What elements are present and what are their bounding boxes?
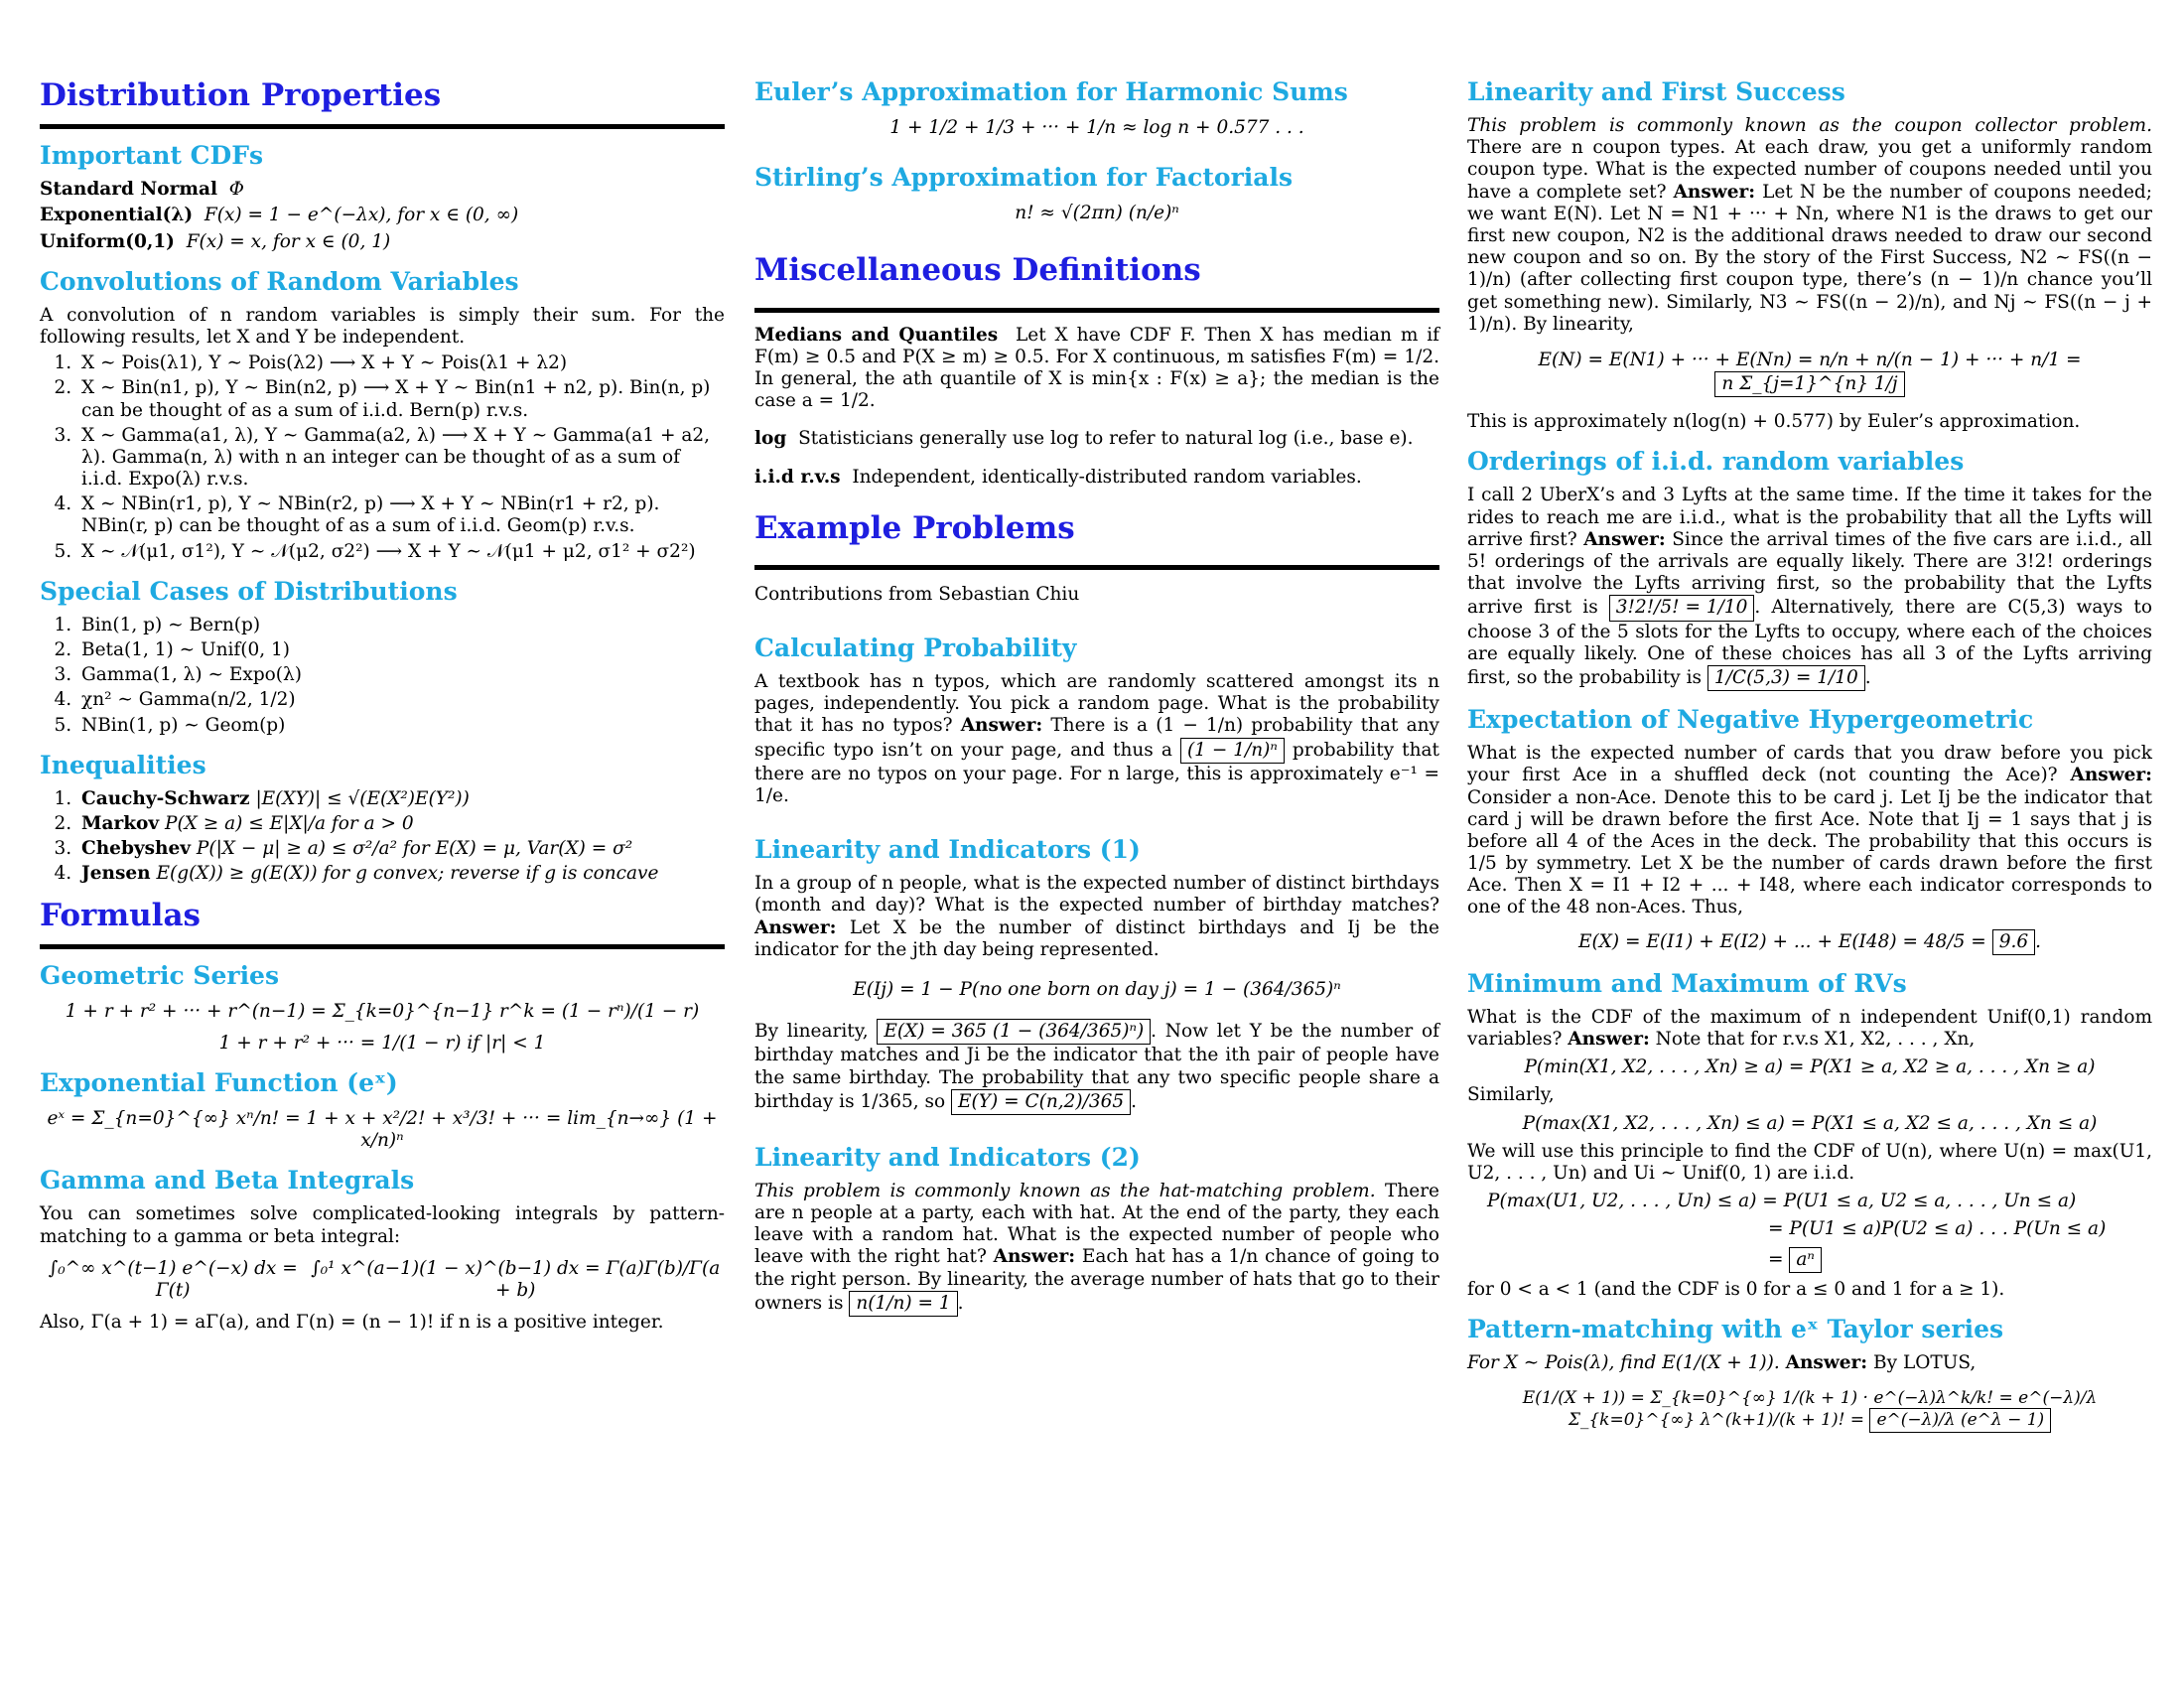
spacer [754, 416, 1439, 424]
mm-similarly: Similarly, [1467, 1084, 1555, 1106]
mm-equation: P(min(X1, X2, . . . , Xn) ≥ a) = P(X1 ≥ a, X2 ≥ a, . . . , Xn ≥ a) [1524, 1056, 2096, 1078]
nh-question: What is the expected number of cards that you draw before you pick your first Ace in a shuffled deck (not counting the Ace)? [1467, 743, 2152, 786]
spacer [754, 455, 1439, 463]
heading-negative-hypergeometric: Expectation of Negative Hypergeometric [1467, 705, 2034, 735]
column-3 [1467, 77, 2152, 1447]
mm-paragraph [1467, 1007, 2152, 1051]
geometric-equation: 1 + r + r² + ··· = 1/(1 − r) if |r| < 1 [218, 1032, 546, 1054]
inequality-text: E(g(X)) ≥ g(E(X)) for g convex; reverse if g is concave [156, 863, 659, 885]
list-item: 5. NBin(1, p) ∼ Geom(p) [77, 715, 725, 737]
section-example-problems: Example Problems [754, 509, 1075, 546]
spacer [754, 234, 1439, 252]
heading-important-cdfs: Important CDFs [40, 141, 264, 171]
list-item: 5. X ∼ 𝒩(μ1, σ1²), Y ∼ 𝒩(μ2, σ2²) ⟶ X + Y ∼ 𝒩(μ1 + μ2, σ1² + σ2²) [77, 541, 725, 563]
mm-equation: P(max(U1, U2, . . . , Un) ≤ a) = P(U1 ≤ a, U2 ≤ a, . . . , Un ≤ a) [1487, 1191, 2077, 1212]
geometric-equation: 1 + r + r² + ··· + r^(n−1) = Σ_{k=0}^{n−1} r^k = (1 − rⁿ)/(1 − r) [65, 1000, 700, 1022]
inequality-name: Chebyshev [81, 838, 192, 860]
mm-equation: = P(U1 ≤ a)P(U2 ≤ a) . . . P(Un ≤ a) [1768, 1218, 2107, 1240]
inequalities-list [77, 788, 725, 886]
list-item: 2. X ∼ Bin(n1, p), Y ∼ Bin(n2, p) ⟶ X + Y ∼ Bin(n1 + n2, p). Bin(n, p) can be thought of as a sum of i.i.d. Bern(p) r.v.s. [77, 377, 725, 421]
definition [754, 467, 1439, 489]
fs-paragraph [1467, 115, 2152, 336]
nh-answer: Consider a non-Ace. Denote this to be card j. Let Ij be the indicator that card j will be drawn before the first Ace. Note that Ij = 1 says that j is before all 4 of the Aces in the deck. The probability that this occurs is 1/5 by symmetry. Let X be the number of cards drawn before the first Ace. Then X = I1 + I2 + ... + I48, where each indicator corresponds to one of the 48 non-Aces. Thus, [1467, 786, 2152, 918]
inequality-text: P(|X − μ| ≥ a) ≤ σ²/a² for E(X) = μ, Var(X) = σ² [196, 838, 633, 860]
inequality-name: Cauchy-Schwarz [81, 787, 250, 809]
heading-linearity-2: Linearity and Indicators (2) [754, 1142, 1141, 1172]
fs-answer: Let N be the number of coupons needed; we want E(N). Let N = N1 + ··· + Nn, where N1 is the draws to get our first new coupon, N2 is the additional draws needed to draw our second new coupon and so on. By the story of the First Success, N2 ∼ FS((n − 1)/n) (after collecting first coupon type, there’s (n − 1)/n chance you’ll get something new). Similarly, N3 ∼ FS((n − 2)/n), and Nj ∼ FS((n − j + 1)/n). By linearity, [1467, 181, 2152, 335]
list-item [77, 813, 725, 835]
calc-answer-end: probability that there are no typos on your page. For n large, this is approximately e⁻¹ = 1/e. [754, 739, 1439, 806]
pm-equation [1467, 1388, 2152, 1433]
list-item: 3. X ∼ Gamma(a1, λ), Y ∼ Gamma(a2, λ) ⟶ X + Y ∼ Gamma(a1 + a2, λ). Gamma(n, λ) with n an integer can be thought of as a sum of i.i.d. Expo(λ) r.v.s. [77, 425, 725, 492]
ord-answer: Since the arrival times of the five cars are i.i.d., all 5! orderings of the arrivals are equally likely. There are 3!2! orderings that involve the Lyfts arriving first, so the probability that the Lyfts arrive first is [1467, 528, 2152, 619]
heading-linearity-1: Linearity and Indicators (1) [754, 835, 1141, 865]
lin2-intro: This problem is commonly known as the hat-matching problem. [754, 1180, 1376, 1201]
cdf-name: Exponential(λ) [40, 205, 194, 226]
special-cases-list [77, 615, 725, 737]
mm-text: We will use this principle to find the CDF of U(n), where U(n) = max(U1, U2, . . . , Un) and Ui ∼ Unif(0, 1) are i.i.d. [1467, 1140, 2152, 1184]
heading-convolutions: Convolutions of Random Variables [40, 266, 519, 296]
boxed-answer: aⁿ [1789, 1247, 1822, 1273]
cdf-name: Uniform(0,1) [40, 230, 175, 252]
cdf-formula: F(x) = x, for x ∈ (0, 1) [186, 230, 391, 252]
heading-first-success: Linearity and First Success [1467, 77, 1845, 106]
contributions: Contributions from Sebastian Chiu [754, 583, 1080, 605]
fs-question: There are n coupon types. At each draw, you get a uniformly random coupon type. What is the expected number of coupons needed until you have a complete set? [1467, 137, 2152, 203]
boxed-answer: (1 − 1/n)ⁿ [1180, 738, 1285, 764]
answer-label: Answer: [993, 1246, 1076, 1268]
list-item: 1. X ∼ Pois(λ1), Y ∼ Pois(λ2) ⟶ X + Y ∼ Pois(λ1 + λ2) [77, 352, 725, 374]
cdf-name: Standard Normal [40, 179, 217, 201]
list-item: 4. χn² ∼ Gamma(n/2, 1/2) [77, 689, 725, 711]
nh-equation-text: E(X) = E(I1) + E(I2) + ... + E(I48) = 48/5 = [1577, 930, 1986, 952]
boxed-answer: 3!2!/5! = 1/10 [1609, 595, 1755, 621]
nh-paragraph [1467, 743, 2152, 919]
calc-answer: There is a (1 − 1/n) probability that any specific typo isn’t on your page, and thus a [754, 715, 1439, 761]
column-2 [754, 77, 1439, 1321]
lin1-paragraph [754, 873, 1439, 961]
spacer [754, 492, 1439, 510]
definition-term: log [754, 428, 787, 450]
mm-answer: Note that for r.v.s X1, X2, . . . , Xn, [1655, 1029, 1976, 1050]
definition [754, 428, 1439, 450]
heading-orderings: Orderings of i.i.d. random variables [1467, 447, 1965, 477]
gamma-beta-equations [40, 1258, 725, 1302]
lin1-text: . Now let Y be the number of birthday matches and Ji be the indicator that the ith pair of people have the same birthday. The probability that any two specific people share a birthday is 1/365, so [754, 1021, 1439, 1112]
definition [754, 325, 1439, 413]
heading-geometric-series: Geometric Series [40, 960, 280, 990]
answer-label: Answer: [1568, 1029, 1650, 1050]
answer-label: Answer: [1673, 181, 1756, 203]
list-item [77, 863, 725, 885]
fs-equation-text: E(N) = E(N1) + ··· + E(Nn) = n/n + n/(n − 1) + ··· + n/1 = [1538, 349, 2082, 370]
lin1-answer: Let X be the number of distinct birthdays and Ij be the indicator for the jth day being represented. [754, 916, 1440, 960]
beta-integral: ∫₀¹ x^(a−1)(1 − x)^(b−1) dx = Γ(a)Γ(b)/Γ(a + b) [311, 1257, 721, 1301]
section-formulas: Formulas [40, 897, 201, 933]
list-item: 2. Beta(1, 1) ∼ Unif(0, 1) [77, 639, 725, 661]
calc-question: A textbook has n typos, which are randomly scattered amongst its n pages, independently. You pick a random page. What is the probability that it has no typos? [754, 671, 1439, 737]
heading-pattern-matching: Pattern-matching with eˣ Taylor series [1467, 1314, 2004, 1343]
list-item [77, 838, 725, 860]
stirling-equation: n! ≈ √(2πn) (n/e)ⁿ [1015, 203, 1179, 224]
definition-term: i.i.d r.v.s [754, 466, 841, 488]
section-rule [754, 308, 1439, 313]
nh-equation: E(X) = E(I1) + E(I2) + ... + E(I48) = 48/5 = 9.6 . [1467, 929, 2152, 955]
answer-label: Answer: [1583, 528, 1666, 550]
column-1 [40, 77, 725, 1337]
euler-equation: 1 + 1/2 + 1/3 + ··· + 1/n ≈ log n + 0.577 . . . [889, 117, 1304, 138]
heading-stirling: Stirling’s Approximation for Factorials [754, 163, 1294, 193]
list-item: 1. Bin(1, p) ∼ Bern(p) [77, 615, 725, 636]
lin1-equation: E(Ij) = 1 − P(no one born on day j) = 1 − (364/365)ⁿ [853, 978, 1341, 1000]
ord-question: I call 2 UberX’s and 3 Lyfts at the same time. If the time it takes for the rides to reach me are i.i.d., what is the probability that all the Lyfts will arrive first? [1467, 485, 2152, 550]
section-distribution-properties: Distribution Properties [40, 77, 442, 113]
inequality-name: Jensen [81, 863, 151, 885]
definition-text: Independent, identically-distributed random variables. [852, 466, 1362, 488]
pm-equation-text: E(1/(X + 1)) = Σ_{k=0}^{∞} 1/(k + 1) · e^(−λ)λ^k/k! = e^(−λ)/λ Σ_{k=0}^{∞} λ^(k+1)/(k + 1)! = [1522, 1388, 2098, 1431]
heading-euler: Euler’s Approximation for Harmonic Sums [754, 77, 1348, 106]
section-rule [754, 565, 1439, 570]
heading-special-cases: Special Cases of Distributions [40, 576, 458, 606]
pm-answer: By LOTUS, [1873, 1351, 1977, 1373]
inequality-text: |E(XY)| ≤ √(E(X²)E(Y²)) [255, 787, 470, 809]
list-item: 3. Gamma(1, λ) ∼ Expo(λ) [77, 664, 725, 686]
convolutions-list [77, 352, 725, 563]
answer-label: Answer: [754, 916, 837, 938]
fs-after: This is approximately n(log(n) + 0.577) by Euler’s approximation. [1467, 411, 2081, 433]
answer-label: Answer: [1785, 1351, 1868, 1373]
exponential-equation: eˣ = Σ_{n=0}^{∞} xⁿ/n! = 1 + x + x²/2! + x³/3! + ··· = lim_{n→∞} (1 + x/n)ⁿ [47, 1108, 718, 1152]
mm-equation [1467, 1247, 2152, 1273]
cdf-row [40, 179, 725, 201]
fs-equation [1467, 350, 2152, 397]
boxed-answer: e^(−λ)/λ (e^λ − 1) [1869, 1408, 2051, 1432]
mm-after: for 0 < a < 1 (and the CDF is 0 for a ≤ 0 and 1 for a ≥ 1). [1467, 1278, 2005, 1300]
definition-text: Let X have CDF F. Then X has median m if F(m) ≥ 0.5 and P(X ≥ m) ≥ 0.5. For X continuous, m satisfies F(m) = 1/2. In general, the ath quantile of X is min{x : F(x) ≥ a}; the median is the case a = 1/2. [754, 324, 1440, 412]
spacer [40, 890, 725, 898]
gamma-integral: ∫₀^∞ x^(t−1) e^(−x) dx = Γ(t) [48, 1257, 298, 1301]
answer-label: Answer: [2070, 765, 2152, 786]
mm-question: What is the CDF of the maximum of n independent Unif(0,1) random variables? [1467, 1006, 2152, 1050]
calc-paragraph [754, 671, 1439, 807]
heading-calculating-probability: Calculating Probability [754, 633, 1077, 663]
boxed-answer: E(Y) = C(n,2)/365 [951, 1089, 1131, 1115]
equals-sign: = [1768, 1248, 1784, 1270]
boxed-answer: n(1/n) = 1 [849, 1291, 957, 1317]
answer-label: Answer: [960, 715, 1043, 737]
pm-paragraph [1467, 1352, 2152, 1374]
heading-inequalities: Inequalities [40, 750, 206, 779]
section-rule [40, 944, 725, 949]
lin2-paragraph: This problem is commonly known as the hat-matching problem. There are n people at a party, each with hat. At the end of the party, they each leave with a random hat. What is the expected number of people who leave with the right hat? Answer: Each hat has a 1/n chance of going to the right person. By linearity, the average number of hats that go to their owners is n(1/n) = 1 . [754, 1181, 1439, 1317]
ord-paragraph: I call 2 UberX’s and 3 Lyfts at the same time. If the time it takes for the rides to reach me are i.i.d., what is the probability that all the Lyfts will arrive first? Answer: Since the arrival times of the five cars are i.i.d., all 5! orderings of the arrivals are equally likely. There are 3!2! orderings that involve the Lyfts arriving first, so the probability that the Lyfts arrive first is 3!2!/5! = 1/10 . Alternatively, there are C(5,3) ways to choose 3 of the 5 slots for the Lyfts to occupy, where each of the choices are equally likely. One of these choices has all 3 of the Lyfts arriving first, so the probability is 1/C(5,3) = 1/10 . [1467, 485, 2152, 691]
pm-question: For X ∼ Pois(λ), find E(1/(X + 1)). [1467, 1351, 1780, 1373]
lin1-question: In a group of n people, what is the expected number of distinct birthdays (month and day)? What is the expected number of birthday matches? [754, 873, 1439, 916]
heading-gamma-beta: Gamma and Beta Integrals [40, 1166, 415, 1196]
list-item: 4. X ∼ NBin(r1, p), Y ∼ NBin(r2, p) ⟶ X + Y ∼ NBin(r1 + r2, p). NBin(r, p) can be thought of as a sum of i.i.d. Geom(p) r.v.s. [77, 493, 725, 537]
section-misc-definitions: Miscellaneous Definitions [754, 252, 1201, 289]
gamma-after: Also, Γ(a + 1) = aΓ(a), and Γ(n) = (n − 1)! if n is a positive integer. [40, 1312, 664, 1334]
lin2-question: There are n people at a party, each with hat. At the end of the party, they each leave with a random hat. What is the expected number of people who leave with the right hat? [754, 1180, 1439, 1268]
definition-text: Statisticians generally use log to refer to natural log (i.e., base e). [798, 428, 1414, 450]
mm-equation: P(max(X1, X2, . . . , Xn) ≤ a) = P(X1 ≤ a, X2 ≤ a, . . . , Xn ≤ a) [1522, 1112, 2098, 1134]
lin1-paragraph-2: By linearity, E(X) = 365 (1 − (364/365)ⁿ) . Now let Y be the number of birthday matches and Ji be the indicator that the ith pair of people have the same birthday. The probability that any two specific people share a birthday is 1/365, so E(Y) = C(n,2)/365 . [754, 1019, 1439, 1115]
heading-min-max: Minimum and Maximum of RVs [1467, 968, 1907, 998]
convolutions-intro: A convolution of n random variables is simply their sum. For the following results, let X and Y be independent. [40, 304, 725, 348]
cdf-formula: Φ [228, 179, 244, 201]
lin2-answer: Each hat has a 1/n chance of going to the right person. By linearity, the average number of hats that go to their owners is [754, 1246, 1439, 1314]
ord-answer-2: . Alternatively, there are C(5,3) ways to choose 3 of the 5 slots for the Lyfts to occupy, where each of the choices are equally likely. One of these choices has all 3 of the Lyfts arriving first, so the probability is [1467, 597, 2152, 688]
inequality-text: P(X ≥ a) ≤ E|X|/a for a > 0 [165, 812, 414, 834]
heading-exponential-function: Exponential Function (eˣ) [40, 1068, 398, 1098]
boxed-answer: E(X) = 365 (1 − (364/365)ⁿ) [877, 1019, 1151, 1045]
cdf-row [40, 205, 725, 226]
fs-intro: This problem is commonly known as the coupon collector problem. [1467, 115, 2152, 136]
gamma-intro: You can sometimes solve complicated-looking integrals by pattern-matching to a gamma or beta integral: [40, 1203, 725, 1247]
boxed-answer: n Σ_{j=1}^{n} 1/j [1714, 371, 1904, 397]
section-rule [40, 124, 725, 129]
boxed-answer: 1/C(5,3) = 1/10 [1707, 665, 1865, 691]
definition-term: Medians and Quantiles [754, 324, 999, 346]
boxed-answer: 9.6 [1992, 929, 2035, 955]
cdf-formula: F(x) = 1 − e^(−λx), for x ∈ (0, ∞) [204, 205, 519, 226]
cdf-row [40, 231, 725, 253]
lin1-text: By linearity, [754, 1021, 869, 1043]
list-item [77, 788, 725, 810]
inequality-name: Markov [81, 812, 160, 834]
